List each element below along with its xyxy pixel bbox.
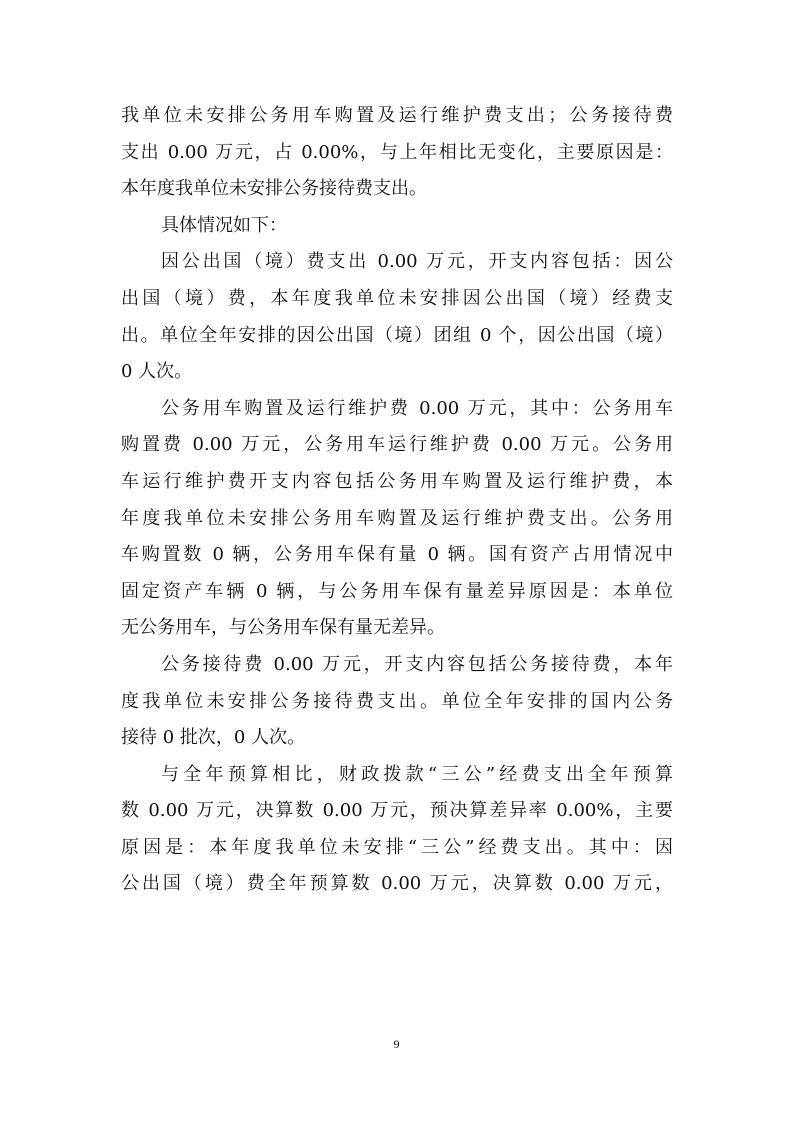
text-line: 车购置数 0 辆，公务用车保有量 0 辆。国有资产占用情况中 (121, 544, 673, 566)
text-line: 我单位未安排公务用车购置及运行维护费支出；公务接待费 (121, 105, 673, 126)
text-line: 具体情况如下： (161, 214, 287, 236)
page-number: 9 (393, 1037, 400, 1051)
text-line: 原因是：本年度我单位未安排“三公”经费支出。其中：因 (121, 836, 673, 858)
text-line: 固定资产车辆 0 辆，与公务用车保有量差异原因是：本单位 (121, 580, 673, 602)
text-line: 购置费 0.00 万元，公务用车运行维护费 0.00 万元。公务用 (121, 434, 673, 456)
paragraph-6 (121, 757, 673, 903)
text-line: 度我单位未安排公务接待费支出。单位全年安排的国内公务 (121, 690, 673, 712)
text-line: 公出国（境）费全年预算数 0.00 万元，决算数 0.00 万元， (121, 873, 673, 895)
paragraph-4 (121, 391, 673, 647)
text-line: 0 人次。 (121, 361, 193, 383)
text-line: 接待 0 批次，0 人次。 (121, 727, 306, 749)
text-line: 出国（境）费，本年度我单位未安排因公出国（境）经费支 (121, 287, 673, 309)
paragraph-3 (121, 244, 673, 390)
text-line: 因公出国（境）费支出 0.00 万元，开支内容包括：因公 (161, 251, 673, 273)
text-line: 支出 0.00 万元，占 0.00%，与上年相比无变化，主要原因是： (121, 141, 673, 163)
text-line: 本年度我单位未安排公务接待费支出。 (121, 178, 427, 200)
text-line: 数 0.00 万元，决算数 0.00 万元，预决算差异率 0.00%，主要 (121, 800, 673, 822)
paragraph-1 (121, 98, 673, 208)
document-body (121, 98, 673, 903)
text-line: 与全年预算相比，财政拨款“三公”经费支出全年预算 (161, 763, 673, 785)
text-line: 出。单位全年安排的因公出国（境）团组 0 个，因公出国（境） (121, 324, 673, 346)
text-line: 无公务用车，与公务用车保有量无差异。 (121, 617, 445, 639)
text-line: 年度我单位未安排公务用车购置及运行维护费支出。公务用 (121, 507, 673, 529)
text-line: 公务接待费 0.00 万元，开支内容包括公务接待费，本年 (161, 653, 673, 675)
text-line: 车运行维护费开支内容包括公务用车购置及运行维护费，本 (121, 470, 673, 492)
text-line: 公务用车购置及运行维护费 0.00 万元，其中：公务用车 (161, 397, 673, 419)
paragraph-2 (121, 208, 673, 245)
paragraph-5 (121, 647, 673, 757)
